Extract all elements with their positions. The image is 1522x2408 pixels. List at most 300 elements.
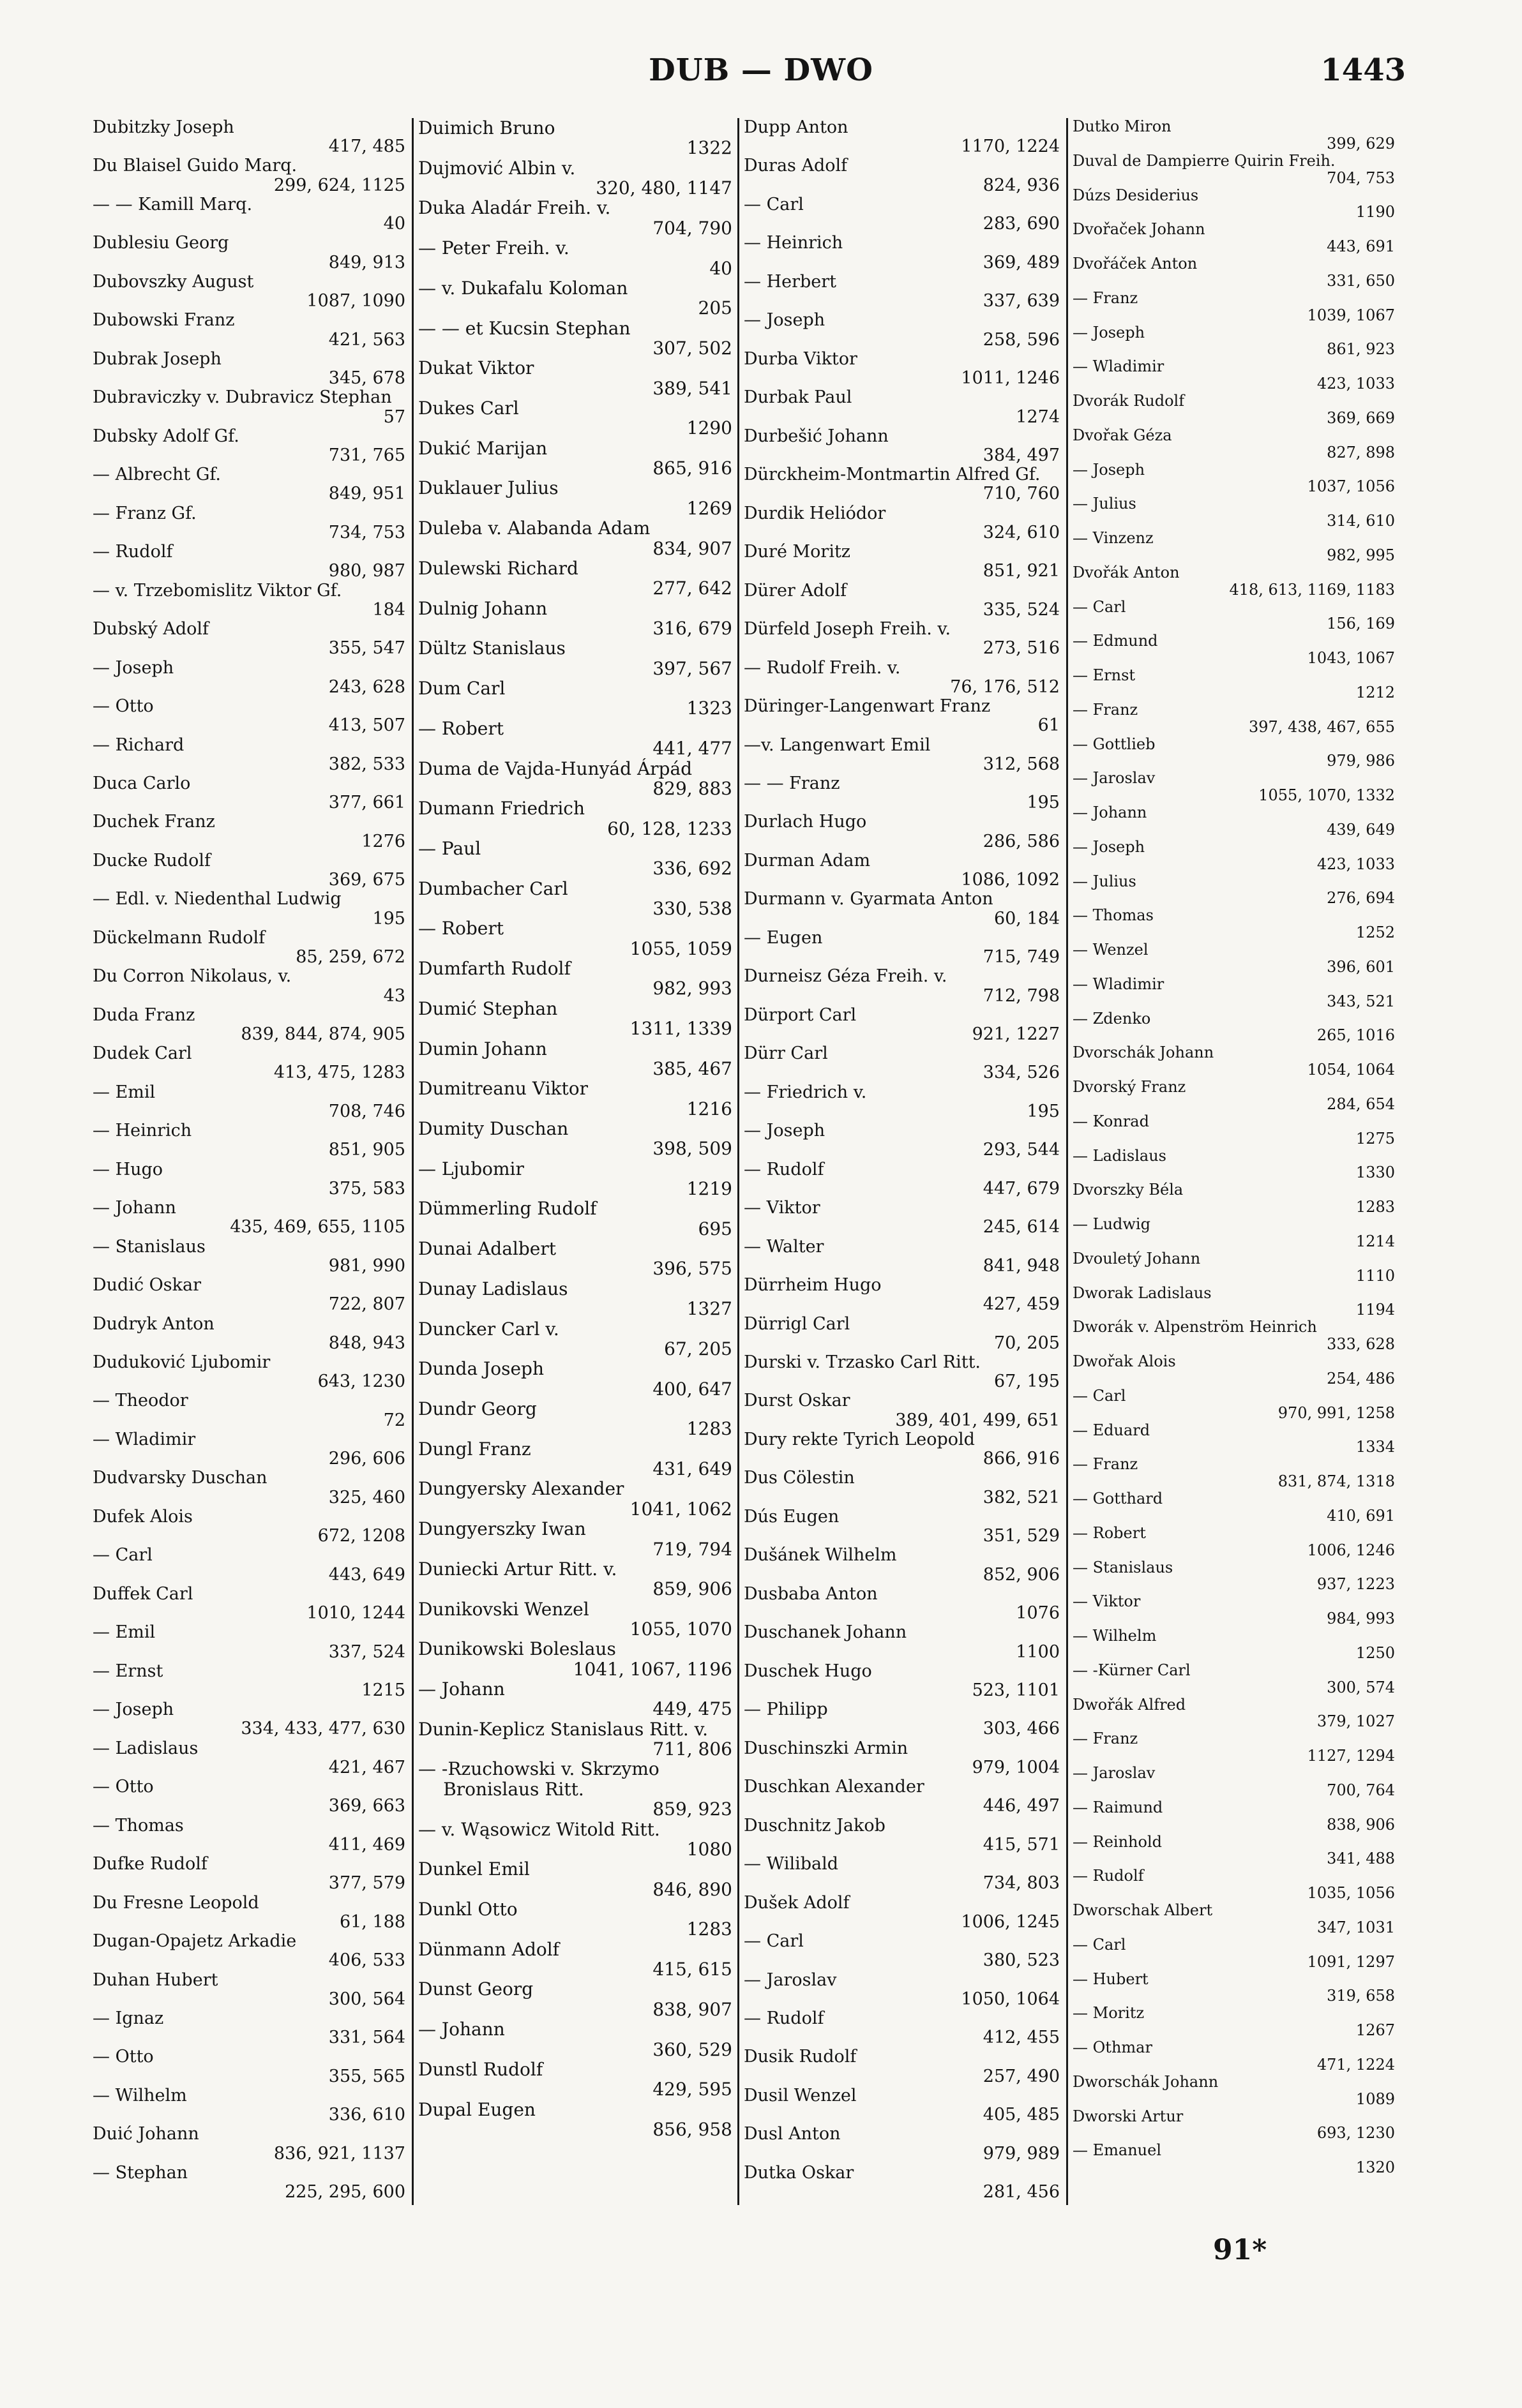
index-entry [418, 1119, 732, 1159]
entry-name: Dvořaček Johann [1073, 220, 1205, 239]
entry-name: — Joseph [93, 657, 174, 678]
entry-page-refs: 937, 1223 [1316, 1575, 1395, 1594]
index-entry [1073, 358, 1395, 393]
entry-name: — Philipp [744, 1700, 828, 1720]
entry-name: Duka Aladár Freih. v. [418, 197, 611, 219]
entry-page-refs: 979, 1004 [972, 1757, 1060, 1777]
entry-page-refs: 379, 1027 [1316, 1712, 1395, 1731]
signature-mark: 91* [1213, 2234, 1267, 2266]
index-entry [744, 1315, 1060, 1353]
entry-page-refs: 1323 [686, 698, 732, 719]
entry-name: Durst Oskar [744, 1391, 850, 1411]
entry-page-refs: 719, 794 [652, 1538, 732, 1560]
index-entry [418, 1479, 732, 1519]
index-entry [1073, 1662, 1395, 1696]
index-entry [744, 1971, 1060, 2009]
index-entry [93, 1932, 405, 1970]
entry-name: — Peter Freih. v. [418, 237, 569, 259]
entry-page-refs: 316, 679 [652, 617, 732, 639]
entry-page-refs: 643, 1230 [317, 1372, 405, 1392]
entry-page-refs: 1110 [1355, 1266, 1395, 1285]
entry-page-refs: 431, 649 [652, 1458, 732, 1480]
index-entry [418, 478, 732, 518]
entry-page-refs: 859, 906 [652, 1578, 732, 1600]
entry-page-refs: 40 [709, 257, 732, 279]
entry-name: — Ernst [93, 1661, 163, 1681]
entry-name: — Julius [1073, 872, 1136, 890]
index-entry [93, 1238, 405, 1276]
entry-page-refs: 838, 906 [1327, 1815, 1395, 1834]
entry-name: Dumfarth Rudolf [418, 958, 571, 980]
entry-name: Duchek Franz [93, 812, 215, 832]
entry-name: — Ludwig [1073, 1215, 1150, 1233]
entry-name: Dvouletý Johann [1073, 1249, 1201, 1268]
entry-name: — Johann [418, 1679, 505, 1700]
index-entry [93, 1276, 405, 1314]
index-entry [93, 273, 405, 311]
index-entry [418, 318, 732, 359]
index-entry [744, 774, 1060, 812]
entry-name: Dutko Miron [1073, 118, 1172, 135]
index-entry [1073, 1353, 1395, 1387]
entry-name: — Emil [93, 1082, 156, 1102]
index-entry [744, 1623, 1060, 1661]
page-header [96, 52, 1426, 103]
index-entry [744, 1507, 1060, 1546]
entry-name: — Otto [93, 696, 154, 717]
entry-page-refs: 67, 195 [993, 1372, 1060, 1392]
entry-name: Duhan Hubert [93, 1970, 218, 1990]
entry-name: Dumitreanu Viktor [418, 1078, 588, 1100]
index-entry [744, 1430, 1060, 1469]
entry-page-refs: 76, 176, 512 [950, 677, 1060, 697]
entry-page-refs: 981, 990 [328, 1255, 405, 1276]
entry-page-refs: 384, 497 [983, 445, 1060, 465]
entry-page-refs: 1087, 1090 [306, 291, 405, 311]
entry-name: — Moritz [1073, 2004, 1145, 2023]
entry-page-refs: 60, 128, 1233 [607, 818, 732, 839]
entry-page-refs: 866, 916 [983, 1449, 1060, 1469]
index-entry [1073, 1559, 1395, 1594]
entry-page-refs: 286, 586 [983, 831, 1060, 851]
index-entry [418, 1599, 732, 1640]
entry-page-refs: 67, 205 [664, 1338, 732, 1359]
index-entry [1073, 1079, 1395, 1113]
entry-name: — Franz Gf. [93, 503, 197, 523]
index-entry [744, 1894, 1060, 1932]
entry-page-refs: 1283 [1355, 1198, 1395, 1216]
entry-page-refs: 1274 [1016, 407, 1060, 427]
index-column-2 [418, 118, 732, 2205]
index-entry [744, 2125, 1060, 2163]
entry-page-refs: 314, 610 [1327, 512, 1395, 530]
entry-page-refs: 1091, 1297 [1307, 1952, 1395, 1971]
entry-name: Dubrak Joseph [93, 348, 222, 369]
entry-page-refs: 710, 760 [983, 484, 1060, 504]
index-entry [418, 1279, 732, 1319]
index-columns [93, 118, 1395, 2205]
entry-name: — Wladimir [93, 1429, 196, 1449]
index-entry [744, 2009, 1060, 2047]
index-entry [418, 1359, 732, 1399]
index-entry [1073, 324, 1395, 359]
entry-name: — Friedrich v. [744, 1082, 867, 1102]
entry-name: Dunai Adalbert [418, 1238, 556, 1260]
entry-page-refs: 351, 529 [983, 1526, 1060, 1546]
entry-name: Dubský Adolf [93, 619, 209, 639]
entry-name: Duval de Dampierre Quirin Freih. [1073, 151, 1336, 170]
index-entry [93, 1623, 405, 1661]
entry-name: Dvorschák Johann [1073, 1043, 1214, 1062]
entry-page-refs: 341, 488 [1327, 1850, 1395, 1868]
entry-name: — Rudolf [744, 2008, 824, 2028]
index-entry [93, 581, 405, 620]
entry-name: Dundr Georg [418, 1398, 537, 1419]
index-entry [418, 1159, 732, 1199]
entry-name: — Rudolf [93, 542, 173, 562]
entry-page-refs: 1212 [1355, 683, 1395, 701]
entry-name: — Joseph [1073, 323, 1145, 341]
index-entry [744, 504, 1060, 542]
entry-page-refs: 418, 613, 1169, 1183 [1229, 580, 1395, 599]
entry-name: — Zdenko [1073, 1009, 1151, 1028]
entry-page-refs: 1334 [1355, 1438, 1395, 1456]
entry-name: Dworski Artur [1073, 2107, 1184, 2125]
entry-name: Durbak Paul [744, 387, 852, 408]
index-entry [1073, 1765, 1395, 1799]
entry-page-refs: 865, 916 [652, 458, 732, 479]
entry-name: Dürrheim Hugo [744, 1275, 882, 1296]
index-entry [93, 1199, 405, 1237]
entry-page-refs: 693, 1230 [1316, 2124, 1395, 2143]
column-rule [412, 118, 414, 2205]
entry-page-refs: 312, 568 [983, 754, 1060, 774]
entry-name: — Carl [744, 1931, 804, 1952]
entry-page-refs: 443, 691 [1327, 237, 1395, 256]
entry-name: — Gottlieb [1073, 735, 1156, 753]
entry-page-refs: 1327 [686, 1298, 732, 1320]
index-entry [1073, 701, 1395, 736]
entry-page-refs: 389, 541 [652, 377, 732, 399]
entry-name: Dús Eugen [744, 1506, 840, 1527]
index-entry [744, 929, 1060, 967]
index-entry [1073, 1834, 1395, 1868]
entry-name: Duleba v. Alabanda Adam [418, 518, 651, 539]
entry-page-refs: 851, 905 [328, 1140, 405, 1160]
entry-page-refs: 276, 694 [1327, 889, 1395, 908]
index-entry [93, 1777, 405, 1816]
entry-page-refs: 829, 883 [652, 777, 732, 799]
entry-name: — Wilibald [744, 1854, 839, 1874]
entry-name: Ducke Rudolf [93, 850, 211, 871]
entry-page-refs: 979, 986 [1327, 752, 1395, 770]
entry-name: — Stanislaus [93, 1236, 206, 1257]
index-entry [418, 1079, 732, 1119]
entry-page-refs: 85, 259, 672 [296, 947, 405, 968]
entry-page-refs: 330, 538 [652, 898, 732, 920]
entry-page-refs: 715, 749 [983, 947, 1060, 968]
entry-name: Dworak Ladislaus [1073, 1283, 1212, 1302]
index-entry [418, 1399, 732, 1439]
entry-name: — — et Kucsin Stephan [418, 317, 631, 339]
index-entry [744, 1238, 1060, 1276]
index-column-3 [744, 118, 1060, 2205]
entry-name: — Hugo [93, 1159, 163, 1179]
index-entry [93, 851, 405, 890]
entry-page-refs: 1283 [686, 1418, 732, 1440]
entry-name: Duschkan Alexander [744, 1777, 924, 1797]
index-entry [744, 1276, 1060, 1314]
entry-page-refs: 369, 675 [328, 870, 405, 890]
entry-page-refs: 195 [372, 908, 405, 929]
entry-page-refs: 396, 575 [652, 1258, 732, 1280]
index-entry [1073, 290, 1395, 324]
entry-name: — Ignaz [93, 2008, 164, 2028]
index-entry [93, 1315, 405, 1353]
entry-page-refs: 1252 [1355, 924, 1395, 942]
index-entry [93, 311, 405, 349]
entry-name: — Edl. v. Niedenthal Ludwig [93, 889, 342, 909]
index-entry [93, 1585, 405, 1623]
entry-page-refs: 284, 654 [1327, 1095, 1395, 1113]
index-entry [418, 238, 732, 278]
entry-name: Dunin-Keplicz Stanislaus Ritt. v. [418, 1718, 709, 1740]
entry-page-refs: 672, 1208 [317, 1526, 405, 1546]
index-entry [744, 812, 1060, 851]
index-entry [93, 1430, 405, 1469]
entry-page-refs: 410, 691 [1327, 1506, 1395, 1525]
entry-page-refs: 423, 1033 [1316, 375, 1395, 393]
entry-page-refs: 449, 475 [652, 1698, 732, 1720]
entry-page-refs: 335, 524 [983, 599, 1060, 620]
entry-page-refs: 852, 906 [983, 1564, 1060, 1585]
entry-name: — Wladimir [1073, 357, 1164, 376]
entry-page-refs: 1035, 1056 [1307, 1884, 1395, 1903]
index-entry [93, 967, 405, 1005]
entry-name: Dukić Marijan [418, 437, 548, 459]
entry-page-refs: 413, 507 [328, 715, 405, 736]
entry-name: — Jaroslav [1073, 769, 1156, 788]
index-entry [1073, 1525, 1395, 1559]
entry-page-refs: 1194 [1355, 1301, 1395, 1319]
index-entry [744, 620, 1060, 658]
entry-name: — Heinrich [93, 1121, 192, 1141]
entry-name: — Othmar [1073, 2038, 1152, 2056]
index-entry [1073, 118, 1395, 153]
entry-page-refs: 336, 692 [652, 858, 732, 879]
entry-page-refs: 254, 486 [1327, 1369, 1395, 1387]
entry-page-refs: 1054, 1064 [1307, 1061, 1395, 1079]
entry-page-refs: 382, 533 [328, 754, 405, 774]
index-entry [744, 1855, 1060, 1893]
entry-name: Dwořák Alfred [1073, 1695, 1186, 1714]
entry-page-refs: 846, 890 [652, 1878, 732, 1900]
entry-name: Dusil Wenzel [744, 2085, 857, 2105]
entry-name: Dunst Georg [418, 1978, 534, 2000]
index-entry [1073, 1250, 1395, 1285]
entry-page-refs: 921, 1227 [972, 1024, 1060, 1045]
entry-page-refs: 1250 [1355, 1643, 1395, 1662]
entry-page-refs: 849, 913 [328, 252, 405, 273]
entry-page-refs: 970, 991, 1258 [1277, 1403, 1395, 1422]
entry-name: Dukat Viktor [418, 357, 534, 379]
entry-page-refs: 405, 485 [983, 2105, 1060, 2125]
index-entry [418, 879, 732, 919]
index-entry [744, 1700, 1060, 1739]
index-entry [744, 697, 1060, 735]
entry-page-refs: 281, 456 [983, 2182, 1060, 2202]
index-entry [93, 1700, 405, 1739]
entry-name: — Raimund [1073, 1798, 1163, 1816]
index-entry [93, 812, 405, 851]
entry-name: — Albrecht Gf. [93, 465, 222, 485]
entry-page-refs: 273, 516 [983, 638, 1060, 659]
entry-page-refs: 406, 533 [328, 1950, 405, 1971]
entry-name: Dury rekte Tyrich Leopold [744, 1429, 975, 1449]
entry-name: — Eduard [1073, 1421, 1150, 1439]
entry-name: — Franz [1073, 1730, 1138, 1748]
entry-page-refs: 156, 169 [1327, 615, 1395, 633]
entry-name: — — Kamill Marq. [93, 194, 253, 214]
index-entry [93, 620, 405, 658]
entry-name: — Heinrich [744, 233, 843, 253]
entry-page-refs: 320, 480, 1147 [596, 177, 732, 199]
index-entry [744, 542, 1060, 581]
entry-name: Dworschák Johann [1073, 2072, 1219, 2091]
entry-name: Dupal Eugen [418, 2098, 536, 2120]
entry-name: Durba Viktor [744, 348, 857, 369]
index-entry [1073, 187, 1395, 221]
entry-name: — Rudolf [1073, 1867, 1144, 1885]
index-entry [93, 350, 405, 388]
entry-page-refs: 1086, 1092 [961, 870, 1060, 890]
entry-name: — Ladislaus [1073, 1146, 1166, 1165]
entry-name: Dumann Friedrich [418, 798, 585, 819]
index-entry [1073, 1387, 1395, 1422]
entry-page-refs: 336, 610 [328, 2105, 405, 2125]
entry-name: — Robert [1073, 1523, 1146, 1542]
index-entry [93, 2047, 405, 2086]
entry-page-refs: 225, 295, 600 [285, 2182, 405, 2202]
entry-page-refs: 982, 995 [1327, 546, 1395, 564]
index-entry [744, 1739, 1060, 1777]
entry-name: Dukes Carl [418, 398, 519, 419]
index-entry [93, 890, 405, 928]
entry-page-refs: 296, 606 [328, 1449, 405, 1469]
entry-page-refs: 331, 564 [328, 2028, 405, 2048]
entry-page-refs: 834, 907 [652, 537, 732, 559]
entry-page-refs: 70, 205 [993, 1333, 1060, 1353]
entry-page-refs: 421, 467 [328, 1757, 405, 1777]
entry-name: Dubowski Franz [93, 310, 235, 331]
entry-name: — v. Dukafalu Koloman [418, 277, 628, 299]
entry-page-refs: 369, 489 [983, 252, 1060, 273]
entry-name: Durski v. Trzasko Carl Ritt. [744, 1352, 981, 1372]
index-entry [744, 311, 1060, 349]
entry-name: — Reinhold [1073, 1832, 1162, 1851]
entry-name: — Johann [93, 1198, 176, 1218]
entry-page-refs: 299, 624, 1125 [273, 175, 405, 195]
entry-name: — Ernst [1073, 666, 1136, 684]
entry-name: — Stephan [93, 2162, 188, 2183]
entry-page-refs: 333, 628 [1327, 1335, 1395, 1354]
index-entry [93, 234, 405, 272]
index-entry [1073, 770, 1395, 804]
index-entry [1073, 2039, 1395, 2074]
index-entry [418, 2060, 732, 2100]
entry-page-refs: 72 [383, 1410, 405, 1430]
entry-page-refs: 1283 [686, 1918, 732, 1940]
entry-name: Dusl Anton [744, 2124, 841, 2144]
entry-name: Dudvarsky Duschan [93, 1468, 267, 1488]
entry-name: — Joseph [1073, 837, 1145, 856]
entry-page-refs: 979, 989 [983, 2143, 1060, 2164]
entry-page-refs: 1037, 1056 [1307, 477, 1395, 496]
entry-page-refs: 319, 658 [1327, 1987, 1395, 2005]
entry-page-refs: 415, 615 [652, 1959, 732, 1980]
entry-name: Dusik Rudolf [744, 2047, 857, 2067]
index-entry [418, 1940, 732, 1980]
index-entry [418, 358, 732, 398]
entry-name: — Wenzel [1073, 941, 1149, 959]
entry-page-refs: 307, 502 [652, 337, 732, 359]
entry-name: Dürport Carl [744, 1005, 857, 1025]
index-entry [93, 1739, 405, 1777]
entry-page-refs: 827, 898 [1327, 443, 1395, 461]
index-entry [418, 2100, 732, 2140]
entry-name: Duić Johann [93, 2124, 199, 2144]
entry-name: — Thomas [93, 1815, 184, 1836]
index-entry [1073, 1113, 1395, 1148]
entry-page-refs: 1267 [1355, 2021, 1395, 2040]
index-entry [418, 278, 732, 318]
entry-page-refs: 413, 475, 1283 [273, 1063, 405, 1083]
entry-name: Duca Carlo [93, 773, 191, 793]
index-entry [1073, 2074, 1395, 2108]
index-entry [1073, 1971, 1395, 2005]
entry-name: Dunda Joseph [418, 1358, 545, 1380]
entry-name: — Rudolf [744, 1159, 824, 1179]
entry-name: Dworschak Albert [1073, 1901, 1213, 1919]
entry-name: Duduković Ljubomir [93, 1352, 271, 1372]
entry-name: Dünmann Adolf [418, 1938, 560, 1960]
entry-page-refs: 427, 459 [983, 1294, 1060, 1315]
index-entry [1073, 1044, 1395, 1079]
entry-name: — Richard [93, 735, 185, 755]
entry-page-refs: 411, 469 [328, 1834, 405, 1855]
entry-page-refs: 355, 565 [328, 2066, 405, 2086]
index-entry [418, 839, 732, 879]
index-entry [93, 195, 405, 234]
column-rule [737, 118, 739, 2205]
index-entry [418, 1899, 732, 1940]
entry-page-refs: 61 [1037, 715, 1060, 736]
index-entry [744, 1391, 1060, 1430]
index-entry [1073, 1696, 1395, 1731]
entry-page-refs: 257, 490 [983, 2066, 1060, 2086]
index-entry [744, 1585, 1060, 1623]
index-entry [1073, 1490, 1395, 1525]
index-entry [418, 1199, 732, 1239]
entry-page-refs: 415, 571 [983, 1834, 1060, 1855]
index-entry [1073, 839, 1395, 873]
entry-page-refs: 1011, 1246 [961, 368, 1060, 389]
entry-page-refs: 243, 628 [328, 677, 405, 697]
entry-page-refs: 1041, 1062 [629, 1498, 732, 1520]
entry-page-refs: 1050, 1064 [961, 1989, 1060, 2009]
entry-name: Dulnig Johann [418, 597, 548, 619]
entry-page-refs: 839, 844, 874, 905 [241, 1024, 405, 1045]
